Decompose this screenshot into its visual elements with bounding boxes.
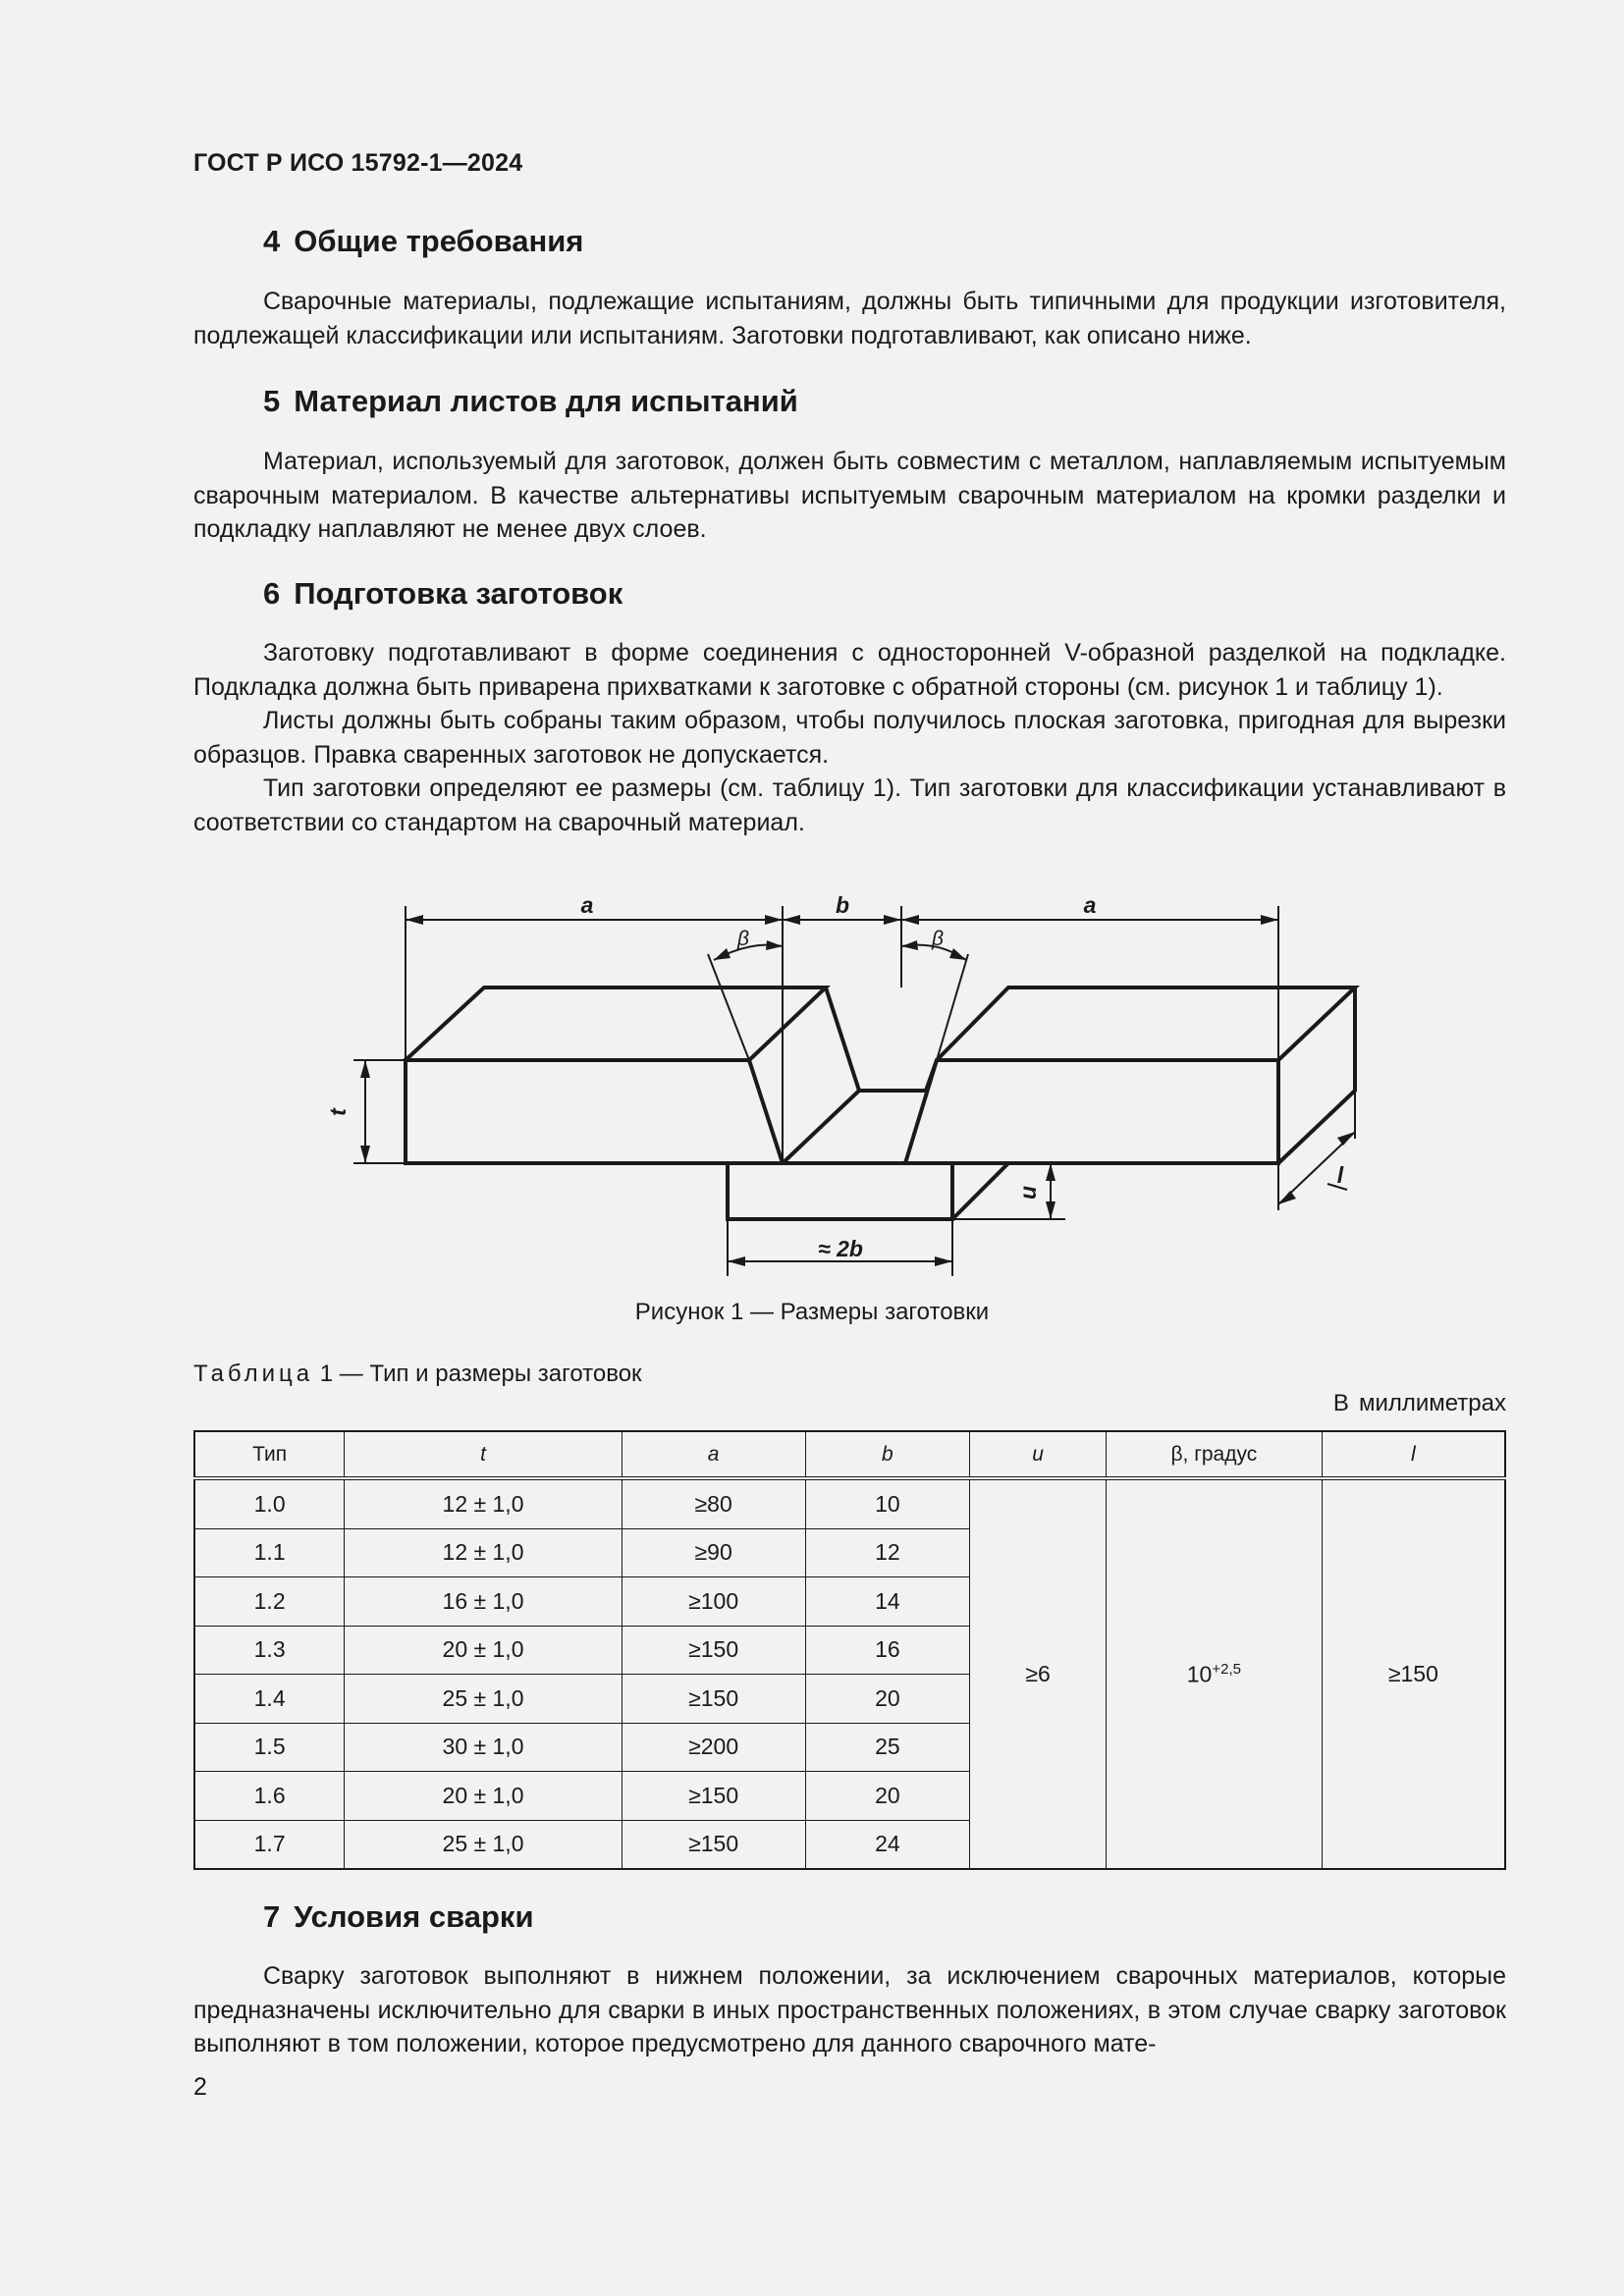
figure-caption: Рисунок 1 — Размеры заготовки (634, 1299, 990, 1325)
label-beta-left: β (737, 928, 749, 950)
header-t: t (345, 1431, 623, 1478)
section-5-text: Материал, используемый для заготовок, должен быть совместим с металлом, наплавляемым испытуемым сварочным материалом. В качестве альтернативы испытуемым сварочным материалом на кромки разделки и подкладку наплавляют не менее двух слоев. (193, 448, 1506, 543)
table-row: 1.4 25 ± 1,0 ≥150 20 (194, 1675, 1505, 1724)
table-units: В миллиметрах (1332, 1390, 1506, 1416)
section-4-heading: 4 Общие требования (263, 224, 584, 258)
table-row: 1.5 30 ± 1,0 ≥200 25 (194, 1723, 1505, 1772)
page-header: ГОСТ Р ИСО 15792-1—2024 (193, 149, 523, 177)
left-plate-bevel (783, 988, 859, 1163)
header-a: a (622, 1431, 805, 1478)
table-caption: Таблица 1 — Тип и размеры заготовок (193, 1361, 642, 1387)
header-u: u (970, 1431, 1107, 1478)
label-a-right: a (1083, 892, 1097, 918)
section-7-text: Сварку заготовок выполняют в нижнем положении, за исключением сварочных материалов, которые предназначены исключительно для сварки в иных пространственных положениях, в этом случае сварку заготовок выполняют в том положении, которое предусмотрено для данного сварочного мате- (193, 1962, 1506, 2057)
section-6-text: Заготовку подготавливают в форме соединения с односторонней V-образной разделкой на подкладке. Подкладка должна быть приварена прихватками к заготовке с обратной стороны (см. рисунок 1 и таблицу 1). Листы должны быть собраны таким образом, чтобы получилось плоская заготовка, пригодная для вырезки образцов. Правка сваренных заготовок не допускается. Тип заготовки определяют ее размеры (см. таблицу 1). Тип заготовки для классификации устанавливают в соответствии со стандартом на сварочный материал. (193, 639, 1506, 836)
right-plate-front (905, 1060, 1278, 1163)
label-t: t (325, 1108, 351, 1116)
header-beta: β, градус (1107, 1431, 1323, 1478)
dimensions-table (193, 1430, 1506, 1870)
section-7-heading: 7 Условия сварки (263, 1899, 534, 1934)
left-plate-front (406, 1060, 783, 1163)
label-b: b (835, 892, 850, 918)
label-beta-right: β (932, 928, 944, 950)
header-b: b (805, 1431, 970, 1478)
table-row: 1.1 12 ± 1,0 ≥90 12 (194, 1528, 1505, 1577)
left-plate-top (406, 988, 826, 1060)
cell-u-value: ≥6 (970, 1478, 1107, 1869)
label-a-left: a (580, 892, 594, 918)
right-plate-top (937, 988, 1355, 1060)
table-row: 1.6 20 ± 1,0 ≥150 20 (194, 1772, 1505, 1821)
cell-l-value: ≥150 (1322, 1478, 1505, 1869)
section-6-heading: 6 Подготовка заготовок (263, 576, 623, 611)
label-l: l (1336, 1162, 1344, 1188)
label-2b: ≈ 2b (818, 1236, 863, 1261)
section-4-text: Сварочные материалы, подлежащие испытаниям, должны быть типичными для продукции изготовителя, подлежащей классификации или испытаниям. Заготовки подготавливают, как описано ниже. (193, 288, 1506, 349)
backing-strip (728, 1163, 952, 1219)
header-type: Тип (194, 1431, 345, 1478)
page-number: 2 (193, 2073, 207, 2101)
section-5-heading: 5 Материал листов для испытаний (263, 384, 798, 418)
table-row: 1.3 20 ± 1,0 ≥150 16 (194, 1626, 1505, 1675)
label-u: u (1015, 1185, 1041, 1201)
table-row: 1.2 16 ± 1,0 ≥100 14 (194, 1577, 1505, 1627)
table-row: 1.7 25 ± 1,0 ≥150 24 (194, 1820, 1505, 1869)
table-header-row (194, 1431, 1505, 1478)
table-row: 1.0 12 ± 1,0 ≥80 10 ≥6 $10^{+2,5}$ ≥150 (194, 1478, 1505, 1528)
cell-beta-value: $10^{+2,5}$ (1107, 1478, 1323, 1869)
header-l: l (1322, 1431, 1505, 1478)
